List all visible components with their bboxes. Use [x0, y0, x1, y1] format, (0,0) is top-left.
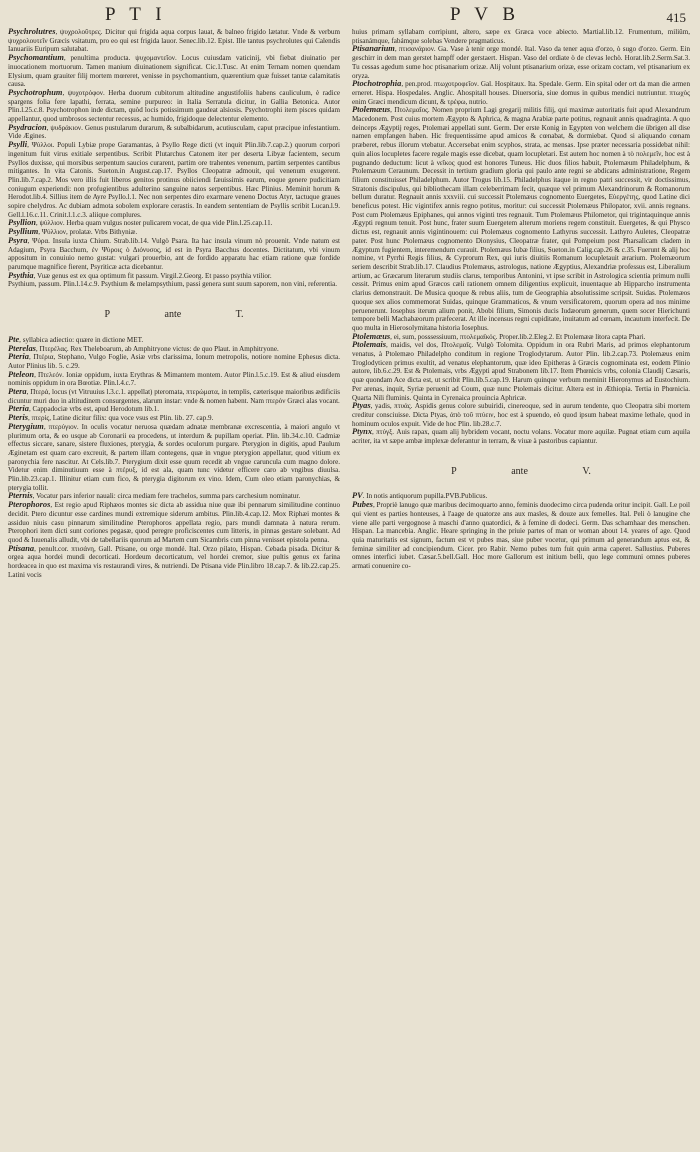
entry-headword: Ptisana: [8, 543, 35, 553]
section-heading-letter: P: [451, 465, 457, 477]
entry-headword: Pubes: [352, 500, 373, 510]
right-column: [352, 28, 690, 1146]
dictionary-entry: [8, 371, 340, 388]
entry-text: , syllabica adiectio: quære in dictione MET.: [19, 335, 144, 344]
entry-headword: Ptolemæus: [352, 105, 391, 115]
entry-text: , Est regio apud Riphæos montes sic dicta ab assidua niue quæ ibi pennarum similitudine continuo decidit. Ptero dicuntur esse cardines mundi extremique siderum ambitus. Plin.lib.4.cap.12. Mox Riphæi montes & assiduo niuis casu pinnarum similitudine Pterophoros appellata regio, pars mundi damnata à natura rerum. Pterophori item dicti sunt coriones pegasæ, quod peregre proficiscentes cum litteris, in pinnas gestare solebant. Ad quod & Iuuenalis alludit, vbi de tabellariis quorum ad Martem cum Sicambris cum pinna venisset epistola penna.: [8, 501, 340, 544]
section-heading-target: V.: [582, 465, 591, 477]
entry-headword: Pteria: [8, 404, 29, 414]
entry-text: , Ψύρα. Insula iuxta Chium. Strab.lib.14. Vulgò Psara. Ita hac insula vinum nò prouenit. Vnde natum est Adagium, Psyra Bacchum, ἐν Ψύροις ὁ Διόνυσος, id est in Psyra Bacchus docentes. Dictitatum, vbi vinum appositum in conuiuio nemo gustat: vulgari prouerbio, ant de fordido apparatu hac etiam ratione quæ fordide parumque magnifice fierent, Psyriticæ acta dicebantur.: [8, 236, 340, 271]
entry-headword: Ptisanarium: [352, 44, 395, 54]
entry-text: , penultima producta. ψυχομαντεῖον. Locus cuiusdam vaticinij, vbi fiebat diuinatio per inuocationem mortuorum. Tamen manium diuinationem significat. Cic.1.Tusc. At enim Ternam nomen quendam Elysium, quam grauiter filij mortem mœreret, venisse in psychomantium, quærentium quæ fuisset tantæ calamitatis causa.: [8, 54, 340, 89]
entry-text: huius primam syllabam corripiunt, altero, sæpe ex Græca voce abiecto. Martial.lib.12. Frumentum, miliûm, ptisanámque, fabámque solebas Vendere pragmaticus.: [352, 28, 690, 45]
dictionary-entry: [8, 388, 340, 405]
entry-headword: Psychotrophum: [8, 87, 63, 97]
section-heading-ante: ante: [164, 309, 182, 321]
dictionary-entry: [8, 501, 340, 545]
entry-headword: Psyllium: [8, 227, 39, 237]
entry-text: , yadis, πτυάς. Aspidis genus colore subuiridi, cinereoque, sed in aurum tendente, quo Cleopatra sibi mortem creditur consciuisse. Dicta Ptyas, ἀπὸ τοῦ πτύειν, hoc est à spuendo, eò quod ipsum habeat maxime lethale, quod in hominum oculos expuit. Vide de hoc Plin. lib.28.c.7.: [352, 402, 690, 428]
dictionary-entry: [8, 414, 340, 423]
dictionary-entry: [352, 333, 690, 342]
entry-headword: Ptolemæus: [352, 331, 391, 341]
entry-text: , Πτέρια, Stephano, Vulgo Foglie, Asiæ vrbs clarissima, Ionum metropolis, notiore nomine Ephesus dicta. Autor Plinius lib. 5. c.29.: [8, 353, 340, 370]
entry-headword: Ptochotrophia: [352, 79, 402, 89]
entry-text: Psythium, passum. Plin.l.14.c.9. Psythium & melampsythium, passi genera sunt suum saporem, non vini, referentia.: [8, 280, 338, 289]
entry-text: , Vuæ genus est ex qua optimum fit passum. Virgil.2.Georg. Et passo psythia vtilior.: [33, 271, 272, 280]
entry-headword: Psychrolutres: [8, 28, 56, 36]
dictionary-entry: [352, 80, 690, 106]
entry-text: , ψύλλιον. Herba quam vulgus noster pulicarem vocat, de qua vide Plin.l.25.cap.11.: [35, 219, 273, 228]
entry-text: , Ψύλλιον, prolatæ. Vrbs Bithyniæ.: [38, 228, 138, 237]
dictionary-entry: [8, 28, 340, 54]
entry-text: , ψυχρολοῦτρες. Dicitur qui frigida aqua corpus lauat, & balneo frigido lætatur. Vnde & verbum ψυχρολουτεῖν Græcis vsitatum, pro eo qui est frigida lauor. Senec.lib.12. Epist. Ille tantus psychrolutes qui Calendis Ianuariis Euripum salutabat.: [8, 28, 340, 54]
entry-headword: Pteris: [8, 413, 29, 423]
dictionary-entry: [352, 45, 690, 80]
entry-headword: Ptolemais: [352, 340, 386, 350]
dictionary-entry: [8, 423, 340, 493]
entry-text: , Πτερά, locus (vt Vitruuius l.3.c.1. appellat) pteromata, πτερώματα, in templis, cæterisque maioribus ædificiis dicuntur muri duo in altitudinem consurgentes, alarum instar: vnde & nomen habent. Nam πτερὸν Græci alas vocant.: [8, 388, 340, 405]
entry-headword: Psyra: [8, 235, 28, 245]
dictionary-entry: [8, 345, 340, 354]
dictionary-entry: [8, 124, 340, 141]
entry-headword: Pterelas: [8, 343, 36, 353]
entry-text: . In notis antiquorum pupilla.PVB.Publicus.: [362, 492, 488, 501]
entry-text: , Ψύλλοι. Populi Lybiæ prope Garamantas, à Psyllo Rege dicti (vt inquit Plin.lib.7.cap.2.) quorum corpori ingenitum fuit virus exitiale serpentibus. Scribit Plutarchus Catonem iter per deserta Libyæ facientem, secum Psyllos duxisse, qui morsibus serpentum saucios curarent, partim ore trahentes venenum, partim serpentes cantibus mitigantes. In vita Catonis. Sueton.in August.cap.17. Psyllos Cleopatræ admouit, qui venenum exugerent. Plin.lib.7.cap.2. Mos vero illis fuit liberos genitos protinus obiiciendi fæuissimis earum, eoque genere pudicitiam coniugum experiendi: non profugientibus adulterino sanguine natos serpentibus. Hæc Plinius. Meminit horum & Herodot.lib.4. Sillius item de Ayre Psyllo.l.1. Nec non serpentes diro exarmare veneno Doctus Atyr, tactuque graues sopire chelydros. Ac dubiam admota sobolem explorare cerastis. In eandem sententiam de Psyllis scribit Lucan.l.9. Gell.l.16.c.11. Crinit.l.1.c.3. aliique complures.: [8, 141, 340, 219]
entry-headword: Pterophoros: [8, 500, 51, 510]
dictionary-entry: [352, 492, 690, 501]
section-heading-p-ante-v: [352, 465, 690, 477]
entry-headword: Psychomantium: [8, 53, 64, 63]
entry-headword: Pte: [8, 334, 20, 344]
section-heading-ante: ante: [511, 465, 528, 477]
dictionary-entry: [352, 106, 690, 332]
entry-text: , Πτερέλας. Rex Theleboarum, ab Amphitryone victus: de quo Plaut. in Amphitryone.: [35, 344, 279, 353]
entry-text: , πτερίς, Latine dicitur filix: qua voce vsus est Plin. lib. 27. cap.9.: [28, 414, 214, 423]
dictionary-entry: [8, 405, 340, 414]
entry-text: , ψυχοτρόφον. Herba duorum cubitorum altitudine angustifoliis habens cauliculum, è radice spargens folia fere lapathi, ferrata, semine purpureo: in Italia Serratula dicitur, in Gallia Betonica. Autor Plin.l.25.c.8. Psychotrophon inde dictam, quòd locis potissimum gaudeat alsiosis. Psychotrophi item pisces quidam appellantur, quod umbrosos sectentur recessus, ac humido, frigidoque delectentur elemento.: [8, 88, 340, 124]
entry-text: , Πτελεόν. Ioniæ oppidum, iuxta Erythras & Mimantem montem. Autor Plin.l.5.c.19. Est & aliud eiusdem nominis oppidum in ora Bœotiæ. Plin.l.4.c.7.: [8, 370, 340, 388]
entry-text: , Cappadociæ vrbs est, apud Herodotum lib.1.: [28, 405, 159, 414]
entry-text: , Vocatur pars inferior nauali: circa mediam fere trachelos, summa pars carchesium nominatur.: [32, 492, 301, 501]
entry-headword: Ptynx: [352, 427, 373, 437]
entry-headword: Ptera: [8, 387, 27, 397]
page-number: 415: [666, 10, 686, 25]
dictionary-entry: [8, 280, 340, 289]
running-head-center: P V B: [450, 4, 521, 25]
dictionary-entry: [8, 353, 340, 370]
dictionary-entry: [8, 492, 340, 501]
dictionary-entry: [8, 219, 340, 228]
section-heading-letter: P: [104, 309, 111, 321]
entry-text: , maidis, vel dos, Πτολεμαΐς. Vulgò Tolomita. Oppidum in ora Rubri Maris, ad primos elephantorum venatus, à Ptolemæo Philadelpho conditum in regione Troglodytarum. Autor Plin. lib.2.cap.73. Ptolemæus enim Troglodyticen primus exultit, ad venatus elephantorum, quæ ideo Epitheras à Græcis cognominata est, eodem Plinio autore, lib.6.c.29. Est & Ptolemais, vrbs Ægypti apud Strabonem lib.17. Item Phœnicis vrbs, colonia Claudij Cæsaris, quæ quondam Ace dicta est, ut scribit Plin.lib.5.cap.19. Harum quinque verbum meminit Hieronymus ad Eustochium. Per arenas, inquit, Syriæ peruenit ad Coum, quæ nunc Ptolemais dicitur. Altera est in Æthiopia. Tertia in Phœnicia. Quarta Nili fluminis. Quinta in Cyrenaica prouincia Aphricæ.: [352, 341, 690, 402]
dictionary-entry: [352, 402, 690, 428]
entry-headword: Pterygium: [8, 421, 44, 431]
dictionary-entry: [8, 336, 340, 345]
running-head-left: P T I: [105, 4, 167, 25]
dictionary-entry: [8, 272, 340, 281]
entry-headword: Psythia: [8, 270, 34, 280]
dictionary-entry: [352, 28, 690, 45]
dictionary-entry: [8, 228, 340, 237]
entry-headword: Ptyas: [352, 401, 371, 411]
entry-text: , πτισανάριον. Ga. Vase à tenir orge mondé. Ital. Vaso da tener aqua d'orzo, ò sugo d'orzo. Germ. Ein geschirr in dem man gerstet hampff oder gerstaert. Hispan. Vaso del ordiate ò de clevas lechò. Horat.lib.2.Serm.Sat.3. Tu cessas agedum sume hoc ptisanarium orizæ. Alij volunt ptisanarium orizæ, esse orizam coctam, vel ptisanarium ex oryza.: [352, 45, 690, 80]
dictionary-entry: [352, 501, 690, 571]
dictionary-entry: [8, 54, 340, 89]
entry-headword: Pternis: [8, 491, 33, 501]
section-heading-p-ante-t: [8, 311, 340, 320]
dictionary-entry: [8, 545, 340, 580]
entry-text: , pen.prod. πτωχοτροφεῖον. Gal. Hospitaux. Ita. Spedale. Germ. Ein spital oder ort da man die armen erneret. Hispa. Hospedales. Anglic. Ahospitall houses. Diuersoria, siue domus in quibus mendici nutriuntur. πτωχὸς enim Græci mendicum dicunt, & τρέφω, nutrio.: [352, 80, 690, 106]
entry-text: , ψυδράκιον. Genus pustularum durarum, & subalbidarum, acutiusculam, caput præcipue infestantium. Vide Ægines.: [8, 123, 340, 141]
dictionary-entry: [8, 237, 340, 272]
entry-text: , Πτολεμαῖος. Nomen proprium Lagi gregarij militis filij, qui maximæ autoritatis fuit apud Alexandrum Macedonem. Post cuius mortem Ægypto & Aphrica, & magna Arabiæ parte potitus, regnauit annis quadraginta. A quo deinceps Ægyptij reges, Ptolemæi appellati sunt. Germ. Der erste Konig in Egypten von welchem die übrigen all dise namen empfangen haben. Hic frequentissime apud amicos & cœnabat, & dormiebat. Quod si aliquando cœnam præberet, rebus illorum vtebatur. Accersebat enim scyphos, strata, ac mensas. Ipse præter necessaria possidebat nihil: quin alios locupletes facere regale magis esse dicebat, quam locupletari. Est autem hoc nomen à τὸ πολεμεῖν, hoc est à pugnando deductum: licut à νεῖκος quod est honores Tuneus. Hic duos filios habuit, Ptolemæum Philadelphum, & Ptolemæum Ceraunum. Decessit in tertium gradium gloria qui paulo ante regni se abdicans administratione, Regem filium constituisset Philadelphum. Autor Trogus lib.15. Philadelphus itaque in regno patri successit, vir doctissimus, Stratonis discipulus, qui bibliothecam illam celeberrimam fecit, quæque vel primum Alexandrinorum & Romanorum bellum duratur. Regnauit annis xxxviii. cui successit Ptolemæus cognomento Euergetes, Εὐεργέτης, quod Latine dici beneficus potest. Hic vigintifex annis regno potitus, moritur: cui successit Ptolemæus Philopator, xvii. annis regnans. Post cum Ptolemæus Epiphanes, qui annos viginti tres regnauit. Tum Ptolemæus Philometor, qui trigintaquinque annis Ægypti regnum tenuit. Post hunc, frater suum Euergetem alterum moriens regem constituit. Euergetes, & qui Physco dictus est, regnauit annis vigintinouem: cui Ptolemæus cognomento Lathyrus successit. Lathyro Auletes, Cleopatræ pater. Post hunc Ptolemæus cognomento Dionysius, Cleopatræ frater, qui Pompeium post Pharsalicam cladem in Ægyptum fugientem, interemendum curauit. Ptolemæus Iubæ filius, Sueton.in Calig.cap.26 & c.35. Fuerunt & alij hoc nomine, vt Pyrrhi Regis filius, & Cyprorum Rex, qui iuris diuitiis Romanum locupletauit ærarium. Ptolemæorum seriem describit Strab.lib.17. Claudius Ptolemæus, astrologus, natione Ægyptius, Alexandriæ professus est, Liberalium artium, ac Græcarum literarum studiis clarus, temporibus Antonini, vt ipse scribit in Astrologica scientia primum nulli cessit. Primus enim apud Græcos cæli rationem omnem diligentius explicuit, inuentaque ab Hipparcho instrumenta clarius demonstrauit. De Musica quoque & rebus aliis, tum de Geographia absolutissime scripsit. Suidas. Ptolemæos quoque sex alios commemorat Suidas, quinque Grammaticos, & vnum versificatorem, quorum opera ad nos minime peruenerunt. Iosephus iterum alium ponit, Abobi filium, Simonis ducis Iudæorum generum, quem socer Hierichunti tempore belli Machabæorum præfecerat. At ille incensus regni cupiditate, inuitatum ad cœnam, incautum interfecit. De quo multa in Hierosolymitana historia Iosephus.: [352, 106, 690, 332]
left-column: [8, 28, 340, 1146]
entry-text: , πτερύγιον. In oculis vocatur neruosa quædam adnatæ membranæ excrescentia, à maiori angulo vt plurimum orta, & eo usque ab Coronarii ea procedens, ut interdum & pupillam operiat. Plin. lib.34.c.10. Cadmiæ effectus siccare, sanare, sistere fluxiones, pterygia, & sordes oculorum purgare. Pterygion in digitis, apud Paulum Æginetam est quam caro excreuit, & partem illam contegens, quæ in vngue pterygion appellatur, quod vitium ex paronychia fere nascitur. At Cels.lib.7. Pterygium dixit esse quum recedit ab vngue caruncula cum magno dolore. Videtur enim diminutiuum esse à πτέρυξ, id est ala, quam tunc videtur efficere caro ab vngibus diuulsa. Plin.lib.23.cap.1. Illinitur etiam cum fico, & pterygia digitorum ex vino. Idem, Cum oleo etiam paronychias, & pterygia tollit.: [8, 422, 340, 492]
entry-headword: Pteleon: [8, 369, 35, 379]
entry-headword: Psyllion: [8, 218, 36, 228]
entry-text: , ei, sum, posssessiuum, πτολεμαϊκός. Proper.lib.2.Eleg.2. Et Ptolemææ litora capta Phari.: [390, 332, 646, 341]
entry-text: , Propriè lanugo quæ maribus decimoquarto anno, feminis duodecimo circa pudenda oritur incipit. Gall. Le poil qui vient es parties honteuses, à l'aage de quatorze ans aux masles, & douze aux femelles. Ital. Peli ò lanugine che viene alle parti vergognose à maschi d'anno quatordici, & à femine di dodeci. Germ. Das schamhaar des menschen. Hispan. La mancebia. Anglic. Heare springing in the priuie partes of man or woman about 14. yeares of age. Quod quia maturitatis est signum, factum est vt pubes mas, siue puber vocetur, qui primum ad generandum aptus est, & feminæ similiter ad concipiendum. Cicer. pro Rabir. Nemo pubes tum fuit quin arma caperet. Sallustius. Puberes omnes interfici iubet. Cæsar.5.bell.Gall. Hoc more Gallorum est initium belli, quo lege communi omnes puberes armati conuenire co-: [352, 501, 690, 571]
dictionary-entry: [352, 428, 690, 445]
dictionary-entry: [352, 341, 690, 402]
entry-headword: Psydracion: [8, 122, 47, 132]
dictionary-entry: [8, 141, 340, 219]
entry-headword: PV: [352, 491, 363, 501]
section-heading-target: T.: [235, 309, 244, 321]
entry-headword: Psylli: [8, 140, 28, 150]
entry-text: , penult.cor. πτισάνη, Gall. Ptisane, ou orge mondé. Ital. Orzo pilato, Hispan. Cebada pisada. Dicitur & orgea aqua hordei mundi decorticati. Hordeum decorticatum, vel hordei cremor, siue pultis genus ex farina hordeacea in quo est maxima vis restaurandi vires, & nutriendi. De Ptisana vide Plin.libro 18.cap.7. & lib.22.cap.25. Latini vocis: [8, 544, 340, 579]
entry-headword: Pteria: [8, 352, 29, 362]
entry-text: , πτύγξ. Auis rapax, quam alij hybridem vocant, noctu volans. Vocatur more aquilæ. Pugnat etiam cum aquila acriter, ita vt sæpe ambæ implexæ deferantur in terram, & viuæ à pastoribus capiantur.: [352, 428, 690, 446]
dictionary-entry: [8, 89, 340, 124]
